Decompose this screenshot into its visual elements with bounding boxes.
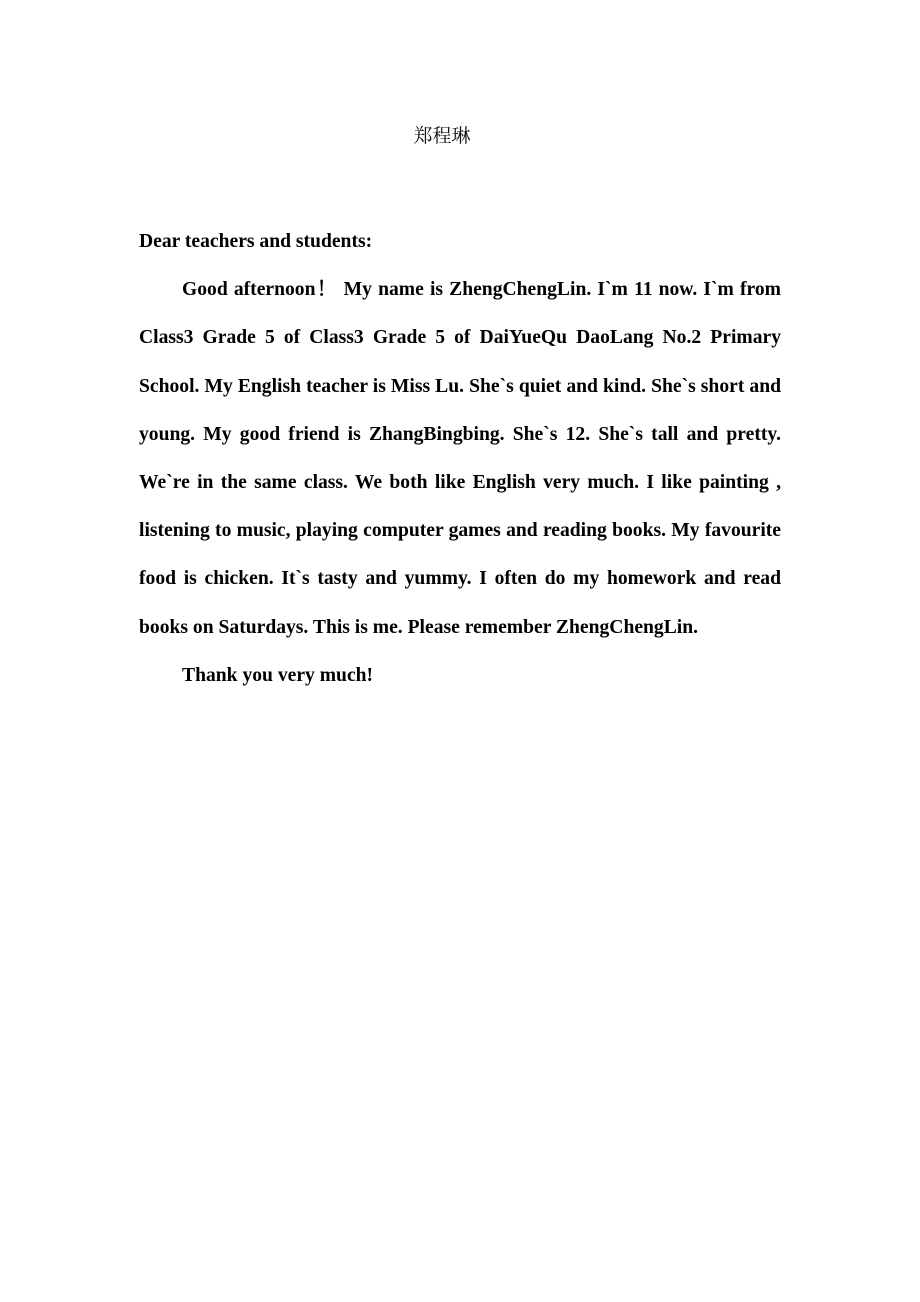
author-name: 郑程琳 (413, 125, 471, 147)
closing-line: Thank you very much! (182, 664, 374, 686)
speech-content (139, 218, 781, 700)
salutation: Dear teachers and students: (139, 231, 373, 252)
body-paragraph: Good afternoon！ My name is ZhengChengLin. I`m 11 now. I`m from Class3 Grade 5 of Class3 Grade 5 of DaiYueQu DaoLang No.2 Primary School. My English teacher is Miss Lu. She`s quiet and kind. She`s short and young. My good friend is ZhangBingbing. She`s 12. She`s tall and pretty. We`re in the same class. We both like English very much. I like painting , listening to music, playing computer games and reading books. My favourite food is chicken. It`s tasty and yummy. I often do my homework and read books on Saturdays. This is me. Please remember ZhengChengLin. (139, 279, 781, 638)
